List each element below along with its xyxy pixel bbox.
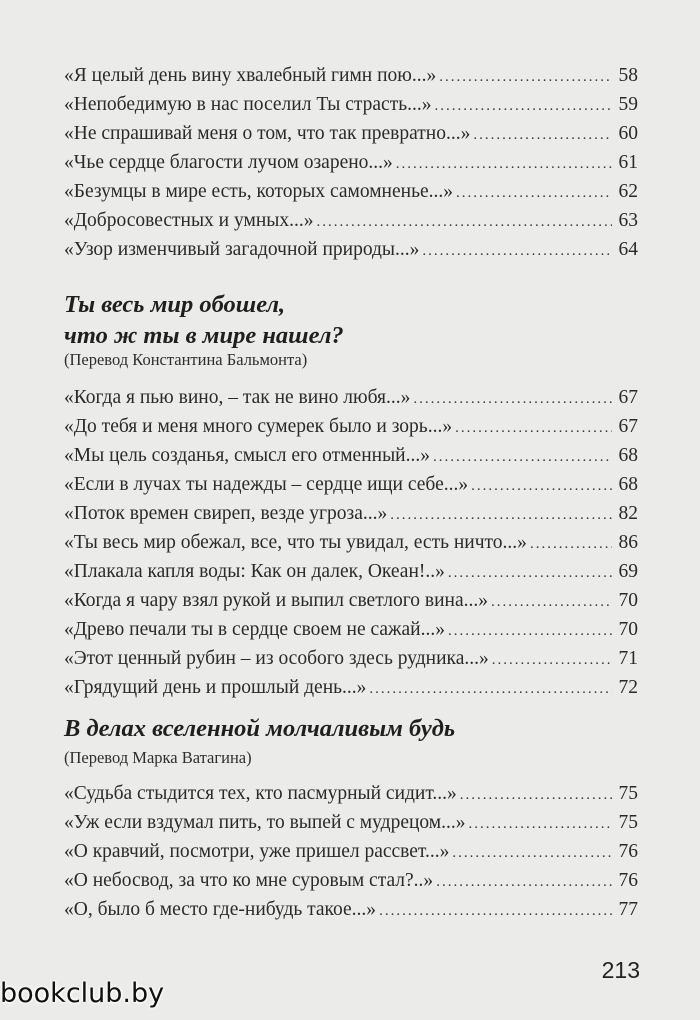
toc-entry: «Плакала капля воды: Как он далек, Океан!..» ..... 69 (64, 557, 638, 586)
toc-entry: «Когда я пью вино, – так не вино любя...» ..... 67 (64, 383, 638, 412)
toc-entry: «Не спрашивай меня о том, что так превратно...» ..... 60 (64, 119, 638, 148)
toc-entry: «Чье сердце благости лучом озарено...» ..... 61 (64, 148, 638, 177)
toc-entry: «О небосвод, за что ко мне суровым стал?..» ..... 76 (64, 866, 638, 895)
toc-entry: «Ты весь мир обежал, все, что ты увидал, есть ничто...» ..... 86 (64, 528, 638, 557)
section-title-line: что ж ты в мире нашел? (64, 322, 344, 349)
toc-entry: «Этот ценный рубин – из особого здесь рудника...» ..... 71 (64, 644, 638, 673)
toc-list-top (64, 61, 638, 264)
toc-entry: «О, было б место где-нибудь такое...» ..... 77 (64, 895, 638, 924)
page-number: 213 (601, 957, 640, 983)
translator-note: (Перевод Константина Бальмонта) (64, 350, 308, 369)
toc-entry: «Я целый день вину хвалебный гимн пою...» ..... 58 (64, 61, 638, 90)
toc-entry: «Если в лучах ты надежды – сердце ищи себе...» ..... 68 (64, 470, 638, 499)
toc-entry: «Судьба стыдится тех, кто пасмурный сидит...» ..... 75 (64, 779, 638, 808)
toc-entry: «Когда я чару взял рукой и выпил светлого вина...» ..... 70 (64, 586, 638, 615)
toc-entry: «Уж если вздумал пить, то выпей с мудрецом...» ..... 75 (64, 808, 638, 837)
toc-entry: «До тебя и меня много сумерек было и зорь...» ..... 67 (64, 412, 638, 441)
toc-entry: «О кравчий, посмотри, уже пришел рассвет...» ..... 76 (64, 837, 638, 866)
toc-entry: «Поток времен свирeп, везде угроза...» ..... 82 (64, 499, 638, 528)
section-title-line: Ты весь мир обошел, (64, 291, 286, 318)
toc-entry: «Узор изменчивый загадочной природы...» ..... 64 (64, 235, 638, 264)
section-title (64, 289, 344, 351)
toc-entry: «Древо печали ты в сердце своем не сажай...» ..... 70 (64, 615, 638, 644)
section-title: В делах вселенной молчаливым будь (64, 715, 456, 742)
toc-entry: «Добросовестных и умных...» ..... 63 (64, 206, 638, 235)
toc-entry: «Грядущий день и прошлый день...» ..... 72 (64, 673, 638, 702)
watermark: bookclub.by (0, 978, 165, 1009)
toc-entry: «Непобедимую в нас поселил Ты страсть...» ..... 59 (64, 90, 638, 119)
toc-list-section2 (64, 383, 638, 702)
toc-entry: «Мы цель созданья, смысл его отменный...» ..... 68 (64, 441, 638, 470)
translator-note: (Перевод Марка Ватагина) (64, 748, 252, 767)
toc-list-section3 (64, 779, 638, 924)
toc-entry: «Безумцы в мире есть, которых самомненье...» ..... 62 (64, 177, 638, 206)
